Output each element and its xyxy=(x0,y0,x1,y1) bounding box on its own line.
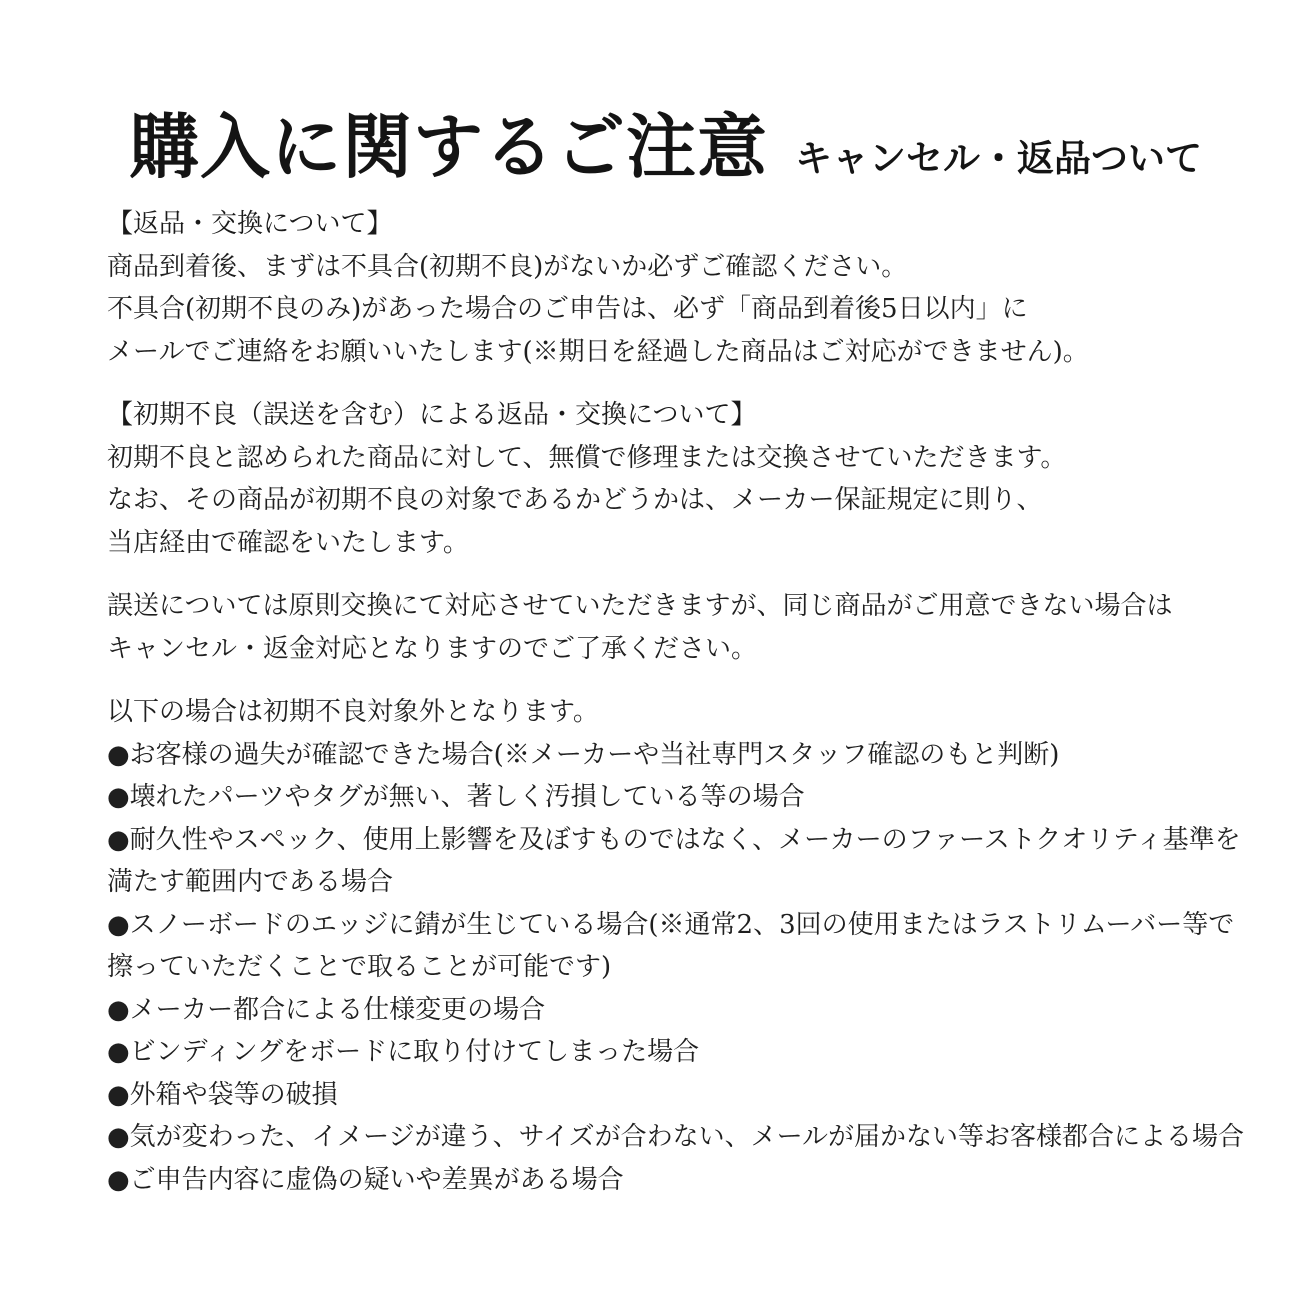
bullet-item: ●お客様の過失が確認できた場合(※メーカーや当社専門スタッフ確認のもと判断) xyxy=(107,739,1060,770)
text-line: 誤送については原則交換にて対応させていただきますが、同じ商品がご用意できない場合は xyxy=(107,591,1173,621)
section-initial-defects xyxy=(107,394,1250,564)
bullet-item-continuation: 満たす範囲内である場合 xyxy=(107,867,394,897)
bullet-item: ●耐久性やスペック、使用上影響を及ぼすものではなく、メーカーのファーストクオリティ基準を xyxy=(107,824,1241,855)
text-line: 当店経由で確認をいたします。 xyxy=(107,527,469,558)
bullet-item-continuation: 擦っていただくことで取ることが可能です) xyxy=(107,952,612,982)
section-heading: 【初期不良（誤送を含む）による返品・交換について】 xyxy=(107,400,757,430)
text-line: キャンセル・返金対応となりますのでご了承ください。 xyxy=(107,633,758,664)
text-line: 商品到着後、まずは不具合(初期不良)がないか必ずご確認ください。 xyxy=(107,251,908,282)
notice-header xyxy=(129,105,1250,188)
text-line: メールでご連絡をお願いいたします(※期日を経過した商品はご対応ができません)。 xyxy=(107,336,1089,367)
bullet-item: ●ビンディングをボードに取り付けてしまった場合 xyxy=(107,1037,700,1067)
section-misdelivery xyxy=(107,585,1250,670)
bullet-item: ●ご申告内容に虚偽の疑いや差異がある場合 xyxy=(107,1164,624,1195)
notice-sections xyxy=(107,203,1250,1201)
section-heading: 【返品・交換について】 xyxy=(107,209,393,239)
bullet-item: ●スノーボードのエッジに錆が生じている場合(※通常2、3回の使用またはラストリムーバー等で xyxy=(107,909,1235,940)
exclusions-intro: 以下の場合は初期不良対象外となります。 xyxy=(107,697,599,727)
text-line: 初期不良と認められた商品に対して、無償で修理または交換させていただきます。 xyxy=(107,442,1067,473)
bullet-item: ●気が変わった、イメージが違う、サイズが合わない、メールが届かない等お客様都合による場合 xyxy=(107,1122,1245,1152)
bullet-item: ●外箱や袋等の破損 xyxy=(107,1079,338,1110)
page-title: 購入に関するご注意 xyxy=(129,105,768,188)
bullet-item: ●メーカー都合による仕様変更の場合 xyxy=(107,994,546,1025)
page-subtitle: キャンセル・返品ついて xyxy=(795,136,1202,180)
section-returns-exchange xyxy=(107,203,1250,373)
text-line: 不具合(初期不良のみ)があった場合のご申告は、必ず「商品到着後5日以内」に xyxy=(107,294,1028,324)
text-line: なお、その商品が初期不良の対象であるかどうかは、メーカー保証規定に則り、 xyxy=(107,485,1043,515)
bullet-item: ●壊れたパーツやタグが無い、著しく汚損している等の場合 xyxy=(107,782,805,812)
section-exclusions xyxy=(107,691,1250,1201)
